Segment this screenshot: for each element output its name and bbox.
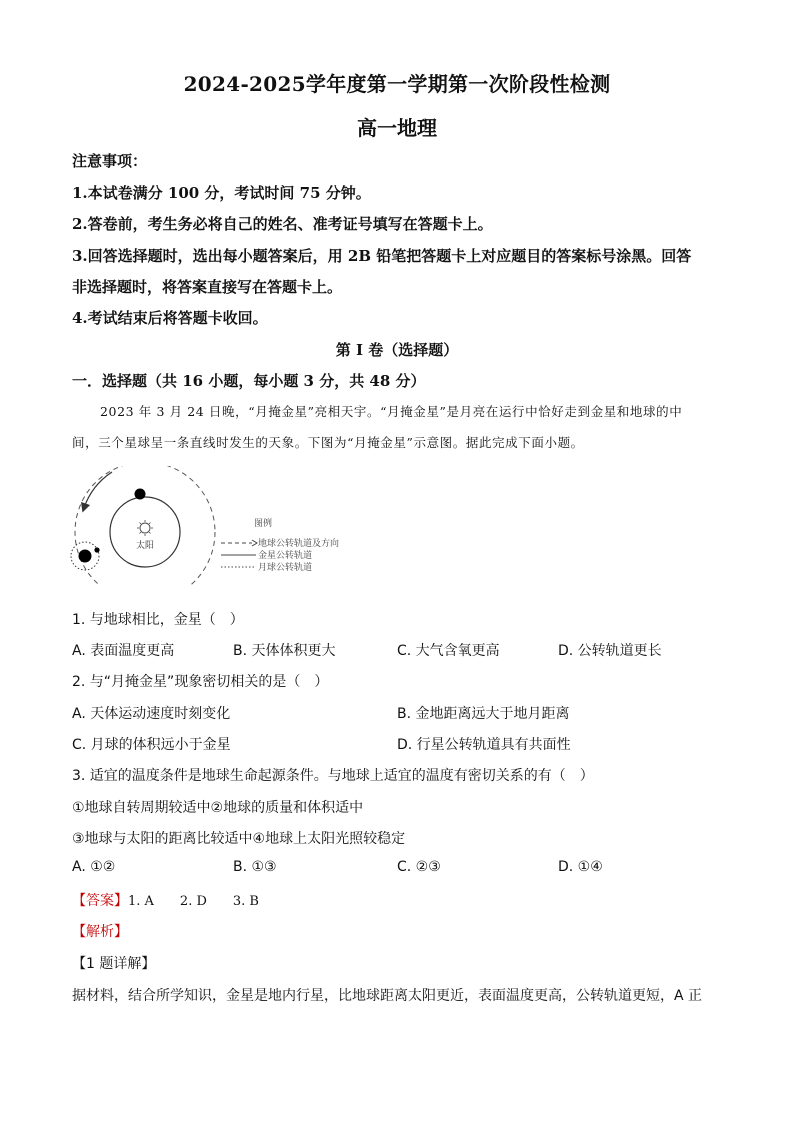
earth-icon (79, 550, 92, 563)
legend-item: 月球公转轨道 (258, 563, 313, 573)
exam-subject: 高一地理 (357, 116, 437, 140)
note-item: 4.考试结束后将答题卡收回。 (72, 309, 268, 327)
passage-line: 间，三个星球呈一条直线时发生的天象。下图为“月掩金星”示意图。据此完成下面小题。 (72, 435, 584, 450)
answer-text: 1. A 2. D 3. B (128, 894, 259, 909)
option: A. 天体运动速度时刻变化 (72, 706, 231, 722)
volume-heading: 第 I 卷（选择题） (335, 341, 459, 359)
option: A. ①② (72, 859, 116, 875)
moon-icon (94, 547, 99, 552)
note-item: 2.答卷前，考生务必将自己的姓名、准考证号填写在答题卡上。 (72, 215, 493, 233)
legend-arrow-icon (252, 540, 257, 546)
sun-icon (137, 520, 153, 536)
option: C. 大气含氧更高 (397, 643, 500, 659)
note-item: 3.回答选择题时，选出每小题答案后，用 2B 铅笔把答题卡上对应题目的答案标号涂黑。回答 (72, 247, 692, 265)
legend-item: 金星公转轨道 (258, 551, 313, 561)
option: B. 金地距离远大于地月距离 (397, 706, 570, 722)
option: A. 表面温度更高 (72, 643, 175, 659)
legend-title: 图例 (254, 519, 273, 529)
option: D. ①④ (558, 859, 603, 875)
option: D. 公转轨道更长 (558, 643, 662, 659)
answer-block (72, 890, 259, 910)
note-item: 非选择题时，将答案直接写在答题卡上。 (72, 278, 343, 296)
sun-label: 太阳 (135, 541, 155, 551)
question-stem: 1. 与地球相比，金星（ ） (72, 612, 244, 628)
option: C. 月球的体积远小于金星 (72, 737, 231, 753)
question-stem: 2. 与“月掩金星”现象密切相关的是（ ） (72, 674, 329, 690)
question-line: ③地球与太阳的距离比较适中④地球上太阳光照较稳定 (72, 831, 406, 847)
notes-heading: 注意事项： (72, 152, 148, 170)
option: C. ②③ (397, 859, 441, 875)
orbit-direction-arrow (84, 472, 112, 508)
option: B. 天体体积更大 (233, 643, 336, 659)
exam-title: 2024-2025学年度第一学期第一次阶段性检测 (183, 72, 611, 96)
venus-icon (135, 489, 146, 500)
question-stem: 3. 适宜的温度条件是地球生命起源条件。与地球上适宜的温度有密切关系的有（ ） (72, 768, 594, 784)
analysis-sub-label: 【1 题详解】 (72, 956, 156, 972)
note-item: 1.本试卷满分 100 分，考试时间 75 分钟。 (72, 184, 371, 202)
legend-item: 地球公转轨道及方向 (258, 539, 340, 549)
answer-label: 【答案】 (72, 893, 128, 909)
occultation-diagram (66, 466, 366, 586)
analysis-label: 【解析】 (72, 924, 128, 940)
option: D. 行星公转轨道具有共面性 (397, 737, 571, 753)
passage-line: 2023 年 3 月 24 日晚，“月掩金星”亮相天宇。“月掩金星”是月亮在运行中恰好走到金星和地球的中 (100, 404, 683, 419)
analysis-text: 据材料，结合所学知识，金星是地内行星，比地球距离太阳更近，表面温度更高，公转轨道更短，A 正 (72, 988, 703, 1004)
option: B. ①③ (233, 859, 277, 875)
part-heading: 一．选择题（共 16 小题，每小题 3 分，共 48 分） (72, 372, 426, 390)
question-line: ①地球自转周期较适中②地球的质量和体积适中 (72, 800, 364, 816)
